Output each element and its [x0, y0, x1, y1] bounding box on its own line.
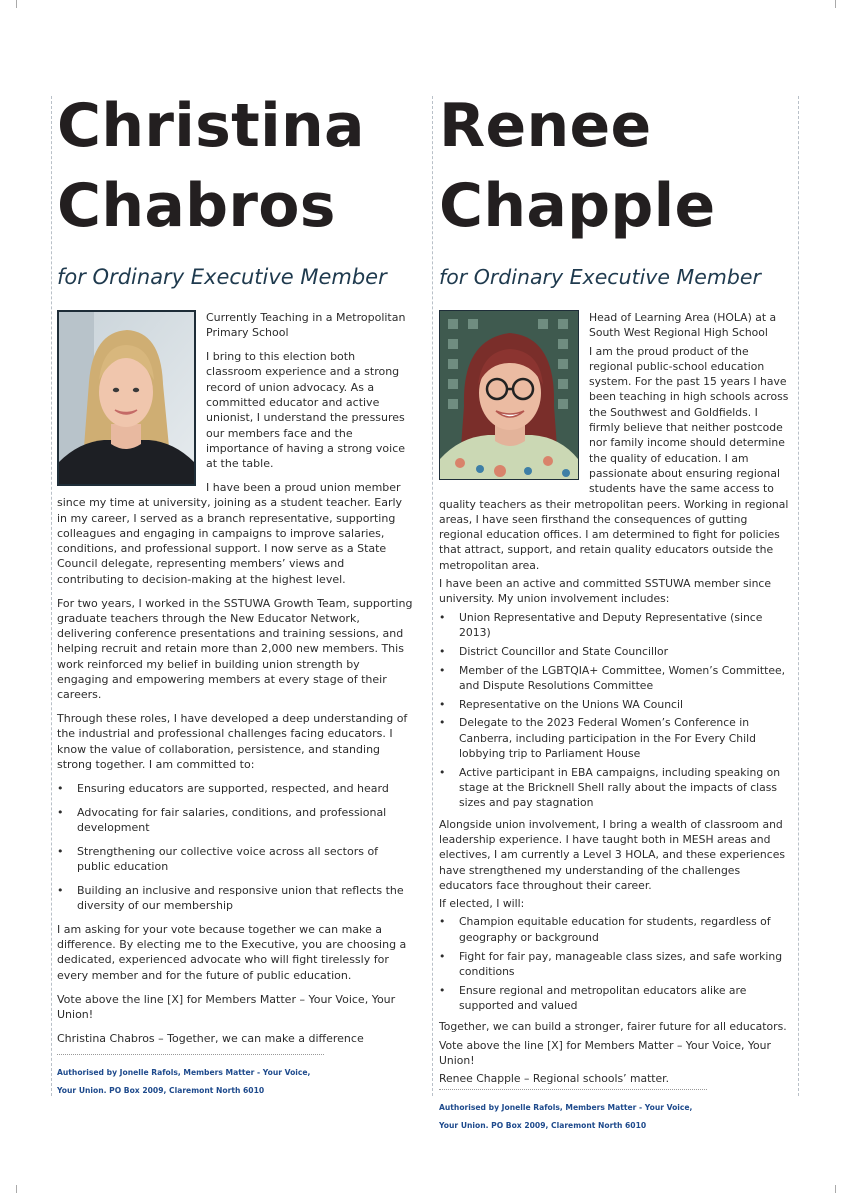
authorisation-line-1: Authorised by Jonelle Rafols, Members Matter - Your Voice,	[439, 1103, 693, 1113]
list-item: • Advocating for fair salaries, conditions, and professional development	[57, 805, 414, 836]
list-item: • Strengthening our collective voice across all sectors of public education	[57, 844, 414, 875]
list-item: • Ensure regional and metropolitan educators alike are supported and valued	[439, 983, 791, 1014]
authorisation-line-1: Authorised by Jonelle Rafols, Members Matter - Your Voice,	[57, 1068, 311, 1078]
candidate-name	[439, 86, 791, 246]
crop-mark-top-right	[835, 0, 836, 8]
candidate-photo	[439, 310, 579, 480]
list-item: • Fight for fair pay, manageable class sizes, and safe working conditions	[439, 949, 791, 980]
vote-instruction: Vote above the line [X] for Members Matter – Your Voice, Your Union!	[439, 1038, 771, 1067]
candidate-role: for Ordinary Executive Member	[57, 265, 387, 289]
commitment-list	[57, 781, 414, 914]
candidate-last-name: Chapple	[439, 171, 716, 241]
dotted-divider	[57, 1054, 324, 1055]
paragraph: Currently Teaching in a Metropolitan Primary School	[206, 311, 406, 340]
paragraph: If elected, I will:	[439, 897, 525, 911]
authorisation-line-2: Your Union. PO Box 2009, Claremont North 6010	[439, 1121, 647, 1131]
paragraph: Through these roles, I have developed a deep understanding of the industrial and professional challenges facing educators. I know the value of collaboration, persistence, and standing strong together. I am committed to:	[57, 712, 408, 772]
crop-mark-bottom-left	[16, 1185, 17, 1193]
paragraph: Alongside union involvement, I bring a wealth of classroom and leadership experience. I have taught both in MESH areas and electives, I am currently a Level 3 HOLA, and these experiences have strengthened my understanding of the challenges educators face throughout their career.	[439, 817, 785, 892]
paragraph: Head of Learning Area (HOLA) at a South West Regional High School	[589, 311, 777, 340]
candidate-photo	[57, 310, 196, 486]
candidate-first-name: Christina	[57, 91, 365, 161]
list-item: • Ensuring educators are supported, respected, and heard	[57, 781, 414, 796]
paragraph: I bring to this election both classroom experience and a strong record of union advocacy. As a committed educator and active unionist, I understand the pressures our members face and the importance of having a strong voice at the table.	[206, 350, 406, 471]
sign-off: Renee Chapple – Regional schools’ matter.	[439, 1072, 670, 1086]
list-item: • Active participant in EBA campaigns, including speaking on stage at the Bricknell Shell rally about the impacts of class sizes and pay stagnation	[439, 765, 791, 811]
candidate-column-renee	[439, 86, 791, 1135]
list-item: • Champion equitable education for students, regardless of geography or background	[439, 914, 791, 945]
election-promises-list	[439, 914, 791, 1013]
candidate-first-name: Renee	[439, 91, 652, 161]
portrait-image	[59, 312, 194, 484]
candidate-statement	[57, 310, 414, 1100]
list-item: • Building an inclusive and responsive union that reflects the diversity of our membership	[57, 883, 414, 914]
vote-instruction: Vote above the line [X] for Members Matter – Your Voice, Your Union!	[57, 992, 396, 1021]
sign-off: Christina Chabros – Together, we can make a difference	[57, 1031, 364, 1045]
list-item: • District Councillor and State Councillor	[439, 644, 791, 659]
list-item: • Representative on the Unions WA Council	[439, 697, 791, 712]
paragraph: I have been an active and committed SSTUWA member since university. My union involvement includes:	[439, 577, 772, 606]
list-item: • Union Representative and Deputy Representative (since 2013)	[439, 610, 791, 641]
list-item: • Delegate to the 2023 Federal Women’s Conference in Canberra, including participation in the For Every Child lobbying trip to Parliament House	[439, 715, 791, 761]
dotted-divider	[439, 1089, 707, 1090]
candidate-statement	[439, 310, 791, 1135]
paragraph: For two years, I worked in the SSTUWA Growth Team, supporting graduate teachers through the New Educator Network, delivering conference presentations and training sessions, and helping recruit and retain more than 2,000 new members. This work reinforced my belief in building union strength by engaging and empowering members at every stage of their careers.	[57, 596, 413, 702]
paragraph: I am asking for your vote because together we can make a difference. By electing me to the Executive, you are choosing a dedicated, experienced advocate who will fight tirelessly for every member and for the future of public education.	[57, 922, 407, 982]
list-item: • Member of the LGBTQIA+ Committee, Women’s Committee, and Dispute Resolutions Committee	[439, 663, 791, 694]
paragraph: I am the proud product of the regional public-school education system. For the past 15 years I have been teaching in high schools across the Southwest and Goldfields. I firmly believe that neither postcode nor family income should determine the quality of education. I am passionate about ensuring regional students have the same access to quality teachers as their metropolitan peers. Working in regional areas, I have seen firsthand the consequences of gutting regional education offices. I am determined to fight for policies that attract, support, and retain quality educators outside the metropolitan area.	[439, 344, 789, 572]
column-guide-right	[798, 96, 799, 1096]
column-guide-left	[51, 96, 52, 1096]
portrait-image	[440, 311, 578, 479]
paragraph: I have been a proud union member since my time at university, joining as a student teacher. Early in my career, I served as a branch representative, supporting colleagues and engaging in campaigns to improve salaries, conditions, and professional support. I now serve as a State Council delegate, representing members’ views and contributing to decision-making at the highest level.	[57, 480, 403, 586]
union-involvement-list	[439, 610, 791, 811]
candidate-last-name: Chabros	[57, 171, 336, 241]
column-guide-middle	[432, 96, 433, 1096]
authorisation-line-2: Your Union. PO Box 2009, Claremont North 6010	[57, 1086, 265, 1096]
candidate-role: for Ordinary Executive Member	[439, 265, 761, 289]
crop-mark-bottom-right	[835, 1185, 836, 1193]
crop-mark-top-left	[16, 0, 17, 8]
paragraph: Together, we can build a stronger, fairer future for all educators.	[439, 1020, 787, 1034]
candidate-name	[57, 86, 414, 246]
candidate-column-christina	[57, 86, 414, 1100]
